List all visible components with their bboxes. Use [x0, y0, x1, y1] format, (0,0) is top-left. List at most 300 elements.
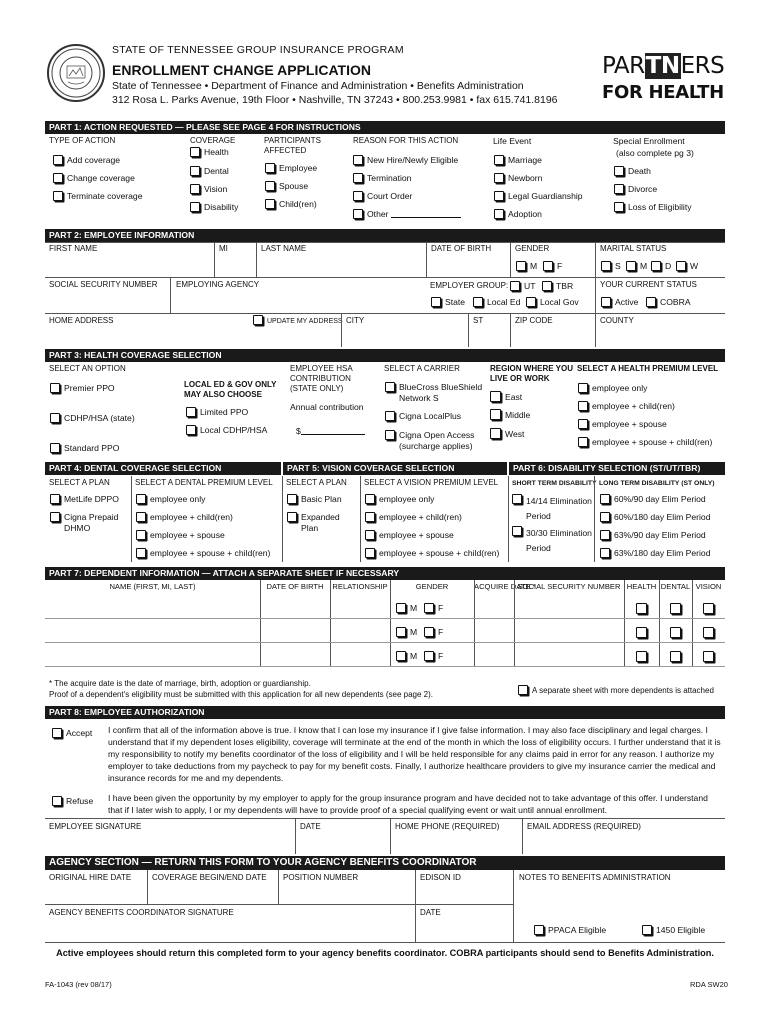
- vision-family-checkbox[interactable]: [365, 548, 375, 558]
- court-order-checkbox[interactable]: [353, 191, 363, 201]
- carrier-label: SELECT A CARRIER: [384, 364, 460, 373]
- refuse-option[interactable]: [52, 796, 93, 807]
- table-divider: [659, 580, 660, 666]
- separate-sheet-option[interactable]: [518, 685, 714, 696]
- add-coverage-checkbox[interactable]: [53, 155, 63, 165]
- state-seal-logo: [47, 44, 105, 102]
- gender-f-checkbox[interactable]: [543, 261, 553, 271]
- dental-label: Dental: [204, 166, 229, 176]
- region-east-option[interactable]: [490, 391, 522, 403]
- add-coverage-label: Add coverage: [67, 155, 121, 165]
- east-label: East: [505, 392, 523, 402]
- children-checkbox[interactable]: [265, 199, 275, 209]
- carrier-bcbs-option[interactable]: [385, 382, 491, 404]
- dental-level-child-option[interactable]: [136, 512, 233, 523]
- basic-plan-checkbox[interactable]: [287, 494, 297, 504]
- email-label: EMAIL ADDRESS (REQUIRED): [527, 822, 641, 831]
- status-cobra-label: COBRA: [660, 297, 691, 307]
- new-hire-checkbox[interactable]: [353, 155, 363, 165]
- accept-checkbox[interactable]: [52, 728, 62, 738]
- marital-status-label: MARITAL STATUS: [600, 244, 667, 253]
- dep-gender-col-header: GENDER: [415, 582, 449, 591]
- program-name: STATE OF TENNESSEE GROUP INSURANCE PROGRAM: [112, 44, 404, 56]
- select-option-label: SELECT AN OPTION: [49, 364, 126, 373]
- termination-label: Termination: [367, 173, 412, 183]
- group-local-gov-checkbox[interactable]: [526, 297, 536, 307]
- ppaca-checkbox[interactable]: [534, 925, 544, 935]
- proof-footnote: Proof of a dependent's eligibility must be submitted with this application for all new dependents (see page 2).: [49, 690, 433, 699]
- dep-health-checkbox[interactable]: [636, 603, 647, 614]
- status-cobra-checkbox[interactable]: [646, 297, 656, 307]
- ltd-60-180-option[interactable]: [600, 512, 711, 523]
- group-ut-checkbox[interactable]: [510, 281, 520, 291]
- dep-gender-f-checkbox[interactable]: [424, 651, 434, 661]
- marital-s-checkbox[interactable]: [601, 261, 611, 271]
- dep-gender-m-checkbox[interactable]: [396, 603, 406, 613]
- refuse-statement: I have been given the opportunity by my employer to apply for the group insurance program and have decided not to take advantage of this offer. I understand that if I later wish to apply, I or my dependents will have to provide proof of a special qualifying event or wait until annual enrollment.: [108, 793, 708, 815]
- dental-family-label: employee + spouse + child(ren): [150, 548, 271, 558]
- group-state-option[interactable]: [431, 297, 465, 308]
- special-death-option[interactable]: [614, 166, 651, 177]
- metlife-checkbox[interactable]: [50, 494, 60, 504]
- status-active-option[interactable]: [601, 297, 638, 308]
- dep-name-col-header: NAME (FIRST, MI, LAST): [109, 582, 196, 591]
- life-guardianship-option[interactable]: [494, 191, 583, 202]
- bcbs-checkbox[interactable]: [385, 382, 395, 392]
- hsa-amount-field[interactable]: [296, 426, 365, 436]
- health-spouse-label: employee + spouse: [592, 419, 667, 429]
- group-ut-option[interactable]: [510, 281, 535, 292]
- county-label: COUNTY: [600, 316, 634, 325]
- eligible-1450-option[interactable]: [642, 925, 705, 936]
- health-checkbox[interactable]: [190, 147, 200, 157]
- spouse-label: Spouse: [279, 181, 309, 191]
- dep-gender-f-option[interactable]: [424, 651, 443, 662]
- marital-m-checkbox[interactable]: [626, 261, 636, 271]
- dep-gender-f-option[interactable]: [424, 627, 443, 638]
- marital-d-option[interactable]: [651, 261, 671, 272]
- separate-sheet-checkbox[interactable]: [518, 685, 528, 695]
- change-coverage-option[interactable]: [53, 173, 135, 184]
- vision-family-label: employee + spouse + child(ren): [379, 548, 500, 558]
- basic-plan-label: Basic Plan: [301, 494, 342, 504]
- life-newborn-option[interactable]: [494, 173, 542, 184]
- dep-acquire-col-header: ACQUIRE DATE *: [474, 582, 536, 591]
- city-label: CITY: [346, 316, 365, 325]
- middle-label: Middle: [505, 410, 531, 420]
- new-hire-label: New Hire/Newly Eligible: [367, 155, 459, 165]
- dep-gender-m-label: M: [410, 627, 418, 637]
- dep-gender-m-checkbox[interactable]: [396, 651, 406, 661]
- cigna-localplus-label: Cigna LocalPlus: [399, 411, 462, 421]
- group-local-ed-checkbox[interactable]: [473, 297, 483, 307]
- part5-header: PART 5: VISION COVERAGE SELECTION: [283, 462, 507, 475]
- dep-health-checkbox[interactable]: [636, 627, 647, 638]
- participant-employee-option[interactable]: [265, 163, 317, 174]
- last-name-label: LAST NAME: [261, 244, 307, 253]
- coverage-dates-label: COVERAGE BEGIN/END DATE: [152, 873, 267, 882]
- dep-vision-checkbox[interactable]: [703, 651, 714, 662]
- form-title: ENROLLMENT CHANGE APPLICATION: [112, 62, 371, 78]
- first-name-label: FIRST NAME: [49, 244, 98, 253]
- dental-level-spouse-option[interactable]: [136, 530, 225, 541]
- disability-label: Disability: [204, 202, 239, 212]
- loss-eligibility-checkbox[interactable]: [614, 202, 624, 212]
- vision-spouse-checkbox[interactable]: [365, 530, 375, 540]
- special-enrollment-label: Special Enrollment: [613, 136, 685, 146]
- gender-m-option[interactable]: [516, 261, 537, 272]
- premier-ppo-checkbox[interactable]: [50, 383, 60, 393]
- terminate-coverage-option[interactable]: [53, 191, 142, 202]
- update-address-label: UPDATE MY ADDRESS: [267, 318, 343, 325]
- std-30-option[interactable]: [512, 526, 592, 556]
- eligible-1450-label: 1450 Eligible: [656, 925, 706, 935]
- employing-agency-label: EMPLOYING AGENCY: [176, 280, 260, 289]
- marital-s-option[interactable]: [601, 261, 621, 272]
- coverage-label: COVERAGE: [190, 136, 236, 145]
- life-adoption-option[interactable]: [494, 209, 542, 220]
- health-child-checkbox[interactable]: [578, 401, 588, 411]
- dep-gender-m-label: M: [410, 603, 418, 613]
- dep-gender-f-checkbox[interactable]: [424, 627, 434, 637]
- accept-option[interactable]: [52, 728, 92, 739]
- dep-gender-m-option[interactable]: [396, 651, 417, 662]
- life-marriage-option[interactable]: [494, 155, 542, 166]
- dep-gender-m-option[interactable]: [396, 627, 417, 638]
- court-order-label: Court Order: [367, 191, 413, 201]
- vision-level-emp-option[interactable]: [365, 494, 434, 505]
- group-state-checkbox[interactable]: [431, 297, 441, 307]
- reason-court-order-option[interactable]: [353, 191, 412, 202]
- marital-w-label: W: [690, 261, 699, 271]
- termination-checkbox[interactable]: [353, 173, 363, 183]
- form-code: RDA SW20: [690, 980, 728, 989]
- vision-emp-checkbox[interactable]: [365, 494, 375, 504]
- adoption-label: Adoption: [508, 209, 542, 219]
- ppaca-option[interactable]: [534, 925, 606, 936]
- terminate-coverage-checkbox[interactable]: [53, 191, 63, 201]
- dental-emp-label: employee only: [150, 494, 206, 504]
- std-14-checkbox[interactable]: [512, 494, 522, 504]
- cigna-oa-label: Cigna Open Access (surcharge applies): [399, 430, 475, 451]
- table-divider: [330, 580, 331, 666]
- cigna-oa-checkbox[interactable]: [385, 430, 395, 440]
- newborn-checkbox[interactable]: [494, 173, 504, 183]
- other-label: Other: [367, 209, 389, 219]
- vision-label: Vision: [204, 184, 228, 194]
- employee-checkbox[interactable]: [265, 163, 275, 173]
- employer-group-label: EMPLOYER GROUP:: [430, 281, 509, 290]
- short-term-label: SHORT TERM DISABILITY: [512, 480, 597, 487]
- table-row-line: [45, 618, 725, 619]
- table-divider: [260, 580, 261, 666]
- terminate-coverage-label: Terminate coverage: [67, 191, 143, 201]
- health-premium-label: SELECT A HEALTH PREMIUM LEVEL: [577, 364, 719, 373]
- region-label: REGION WHERE YOU LIVE OR WORK: [490, 364, 573, 383]
- dental-level-family-option[interactable]: [136, 548, 270, 559]
- east-checkbox[interactable]: [490, 391, 501, 402]
- update-address-checkbox[interactable]: [253, 315, 263, 325]
- marriage-checkbox[interactable]: [494, 155, 504, 165]
- refuse-label: Refuse: [66, 796, 94, 806]
- cigna-dhmo-checkbox[interactable]: [50, 512, 60, 522]
- seal-emblem-icon: [49, 46, 103, 100]
- change-coverage-label: Change coverage: [67, 173, 135, 183]
- group-tbr-label: TBR: [556, 281, 574, 291]
- marital-w-option[interactable]: [676, 261, 698, 272]
- gender-f-label: F: [557, 261, 563, 271]
- participant-children-option[interactable]: [265, 199, 317, 210]
- group-tbr-option[interactable]: [542, 281, 573, 292]
- vision-checkbox[interactable]: [190, 184, 200, 194]
- part1-header: PART 1: ACTION REQUESTED — PLEASE SEE PAGE 4 FOR INSTRUCTIONS: [45, 121, 725, 134]
- group-tbr-checkbox[interactable]: [542, 281, 552, 291]
- dental-premium-label: SELECT A DENTAL PREMIUM LEVEL: [135, 478, 273, 487]
- carrier-cigna-oa-option[interactable]: [385, 430, 491, 452]
- notes-label: NOTES TO BENEFITS ADMINISTRATION: [519, 873, 671, 882]
- dep-gender-f-label: F: [438, 627, 444, 637]
- vision-expanded-option[interactable]: [287, 512, 357, 534]
- form-number: FA-1043 (rev 08/17): [45, 980, 112, 989]
- st-label: ST: [473, 316, 484, 325]
- agency-header: AGENCY SECTION — RETURN THIS FORM TO YOUR AGENCY BENEFITS COORDINATOR: [45, 856, 725, 870]
- vision-level-family-option[interactable]: [365, 548, 499, 559]
- vision-child-label: employee + child(ren): [379, 512, 462, 522]
- reason-termination-option[interactable]: [353, 173, 411, 184]
- limited-ppo-checkbox[interactable]: [186, 407, 196, 417]
- other-reason-field[interactable]: [391, 209, 461, 218]
- table-divider: [692, 580, 693, 666]
- standard-ppo-checkbox[interactable]: [50, 443, 60, 453]
- dep-gender-f-checkbox[interactable]: [424, 603, 434, 613]
- dental-plan-label: SELECT A PLAN: [49, 478, 110, 487]
- participant-spouse-option[interactable]: [265, 181, 308, 192]
- home-phone-label: HOME PHONE (REQUIRED): [395, 822, 500, 831]
- health-level-child-option[interactable]: [578, 401, 675, 412]
- dep-dental-col-header: DENTAL: [660, 582, 691, 591]
- add-coverage-option[interactable]: [53, 155, 120, 166]
- cdhp-state-label: CDHP/HSA (state): [64, 413, 135, 423]
- cigna-localplus-checkbox[interactable]: [385, 411, 395, 421]
- guardianship-checkbox[interactable]: [494, 191, 504, 201]
- dental-family-checkbox[interactable]: [136, 548, 146, 558]
- hire-date-label: ORIGINAL HIRE DATE: [49, 873, 132, 882]
- coverage-vision-option[interactable]: [190, 184, 227, 195]
- signature-date-label: DATE: [300, 822, 321, 831]
- group-local-gov-option[interactable]: [526, 297, 579, 308]
- std-30-checkbox[interactable]: [512, 526, 522, 536]
- dep-gender-m-option[interactable]: [396, 603, 417, 614]
- dental-checkbox[interactable]: [190, 166, 200, 176]
- premier-ppo-option[interactable]: [50, 383, 115, 394]
- status-active-checkbox[interactable]: [601, 297, 611, 307]
- dep-dob-col-header: DATE OF BIRTH: [266, 582, 324, 591]
- dep-health-checkbox[interactable]: [636, 651, 647, 662]
- dep-relationship-col-header: RELATIONSHIP: [332, 582, 388, 591]
- standard-ppo-label: Standard PPO: [64, 443, 120, 453]
- adoption-checkbox[interactable]: [494, 209, 504, 219]
- west-checkbox[interactable]: [490, 428, 501, 439]
- standard-ppo-option[interactable]: [50, 443, 119, 454]
- special-divorce-option[interactable]: [614, 184, 657, 195]
- coordinator-signature-label: AGENCY BENEFITS COORDINATOR SIGNATURE: [49, 908, 234, 917]
- health-level-family-option[interactable]: [578, 437, 712, 448]
- dep-vision-checkbox[interactable]: [703, 603, 714, 614]
- table-divider: [474, 580, 475, 666]
- ltd-60-90-checkbox[interactable]: [600, 494, 610, 504]
- children-label: Child(ren): [279, 199, 317, 209]
- dollar-sign: $: [296, 426, 301, 436]
- ltd-63-90-checkbox[interactable]: [600, 530, 610, 540]
- ltd-60-90-option[interactable]: [600, 494, 706, 505]
- marital-w-checkbox[interactable]: [676, 261, 686, 271]
- reason-new-hire-option[interactable]: [353, 155, 458, 166]
- ltd-63-180-checkbox[interactable]: [600, 548, 610, 558]
- dental-metlife-option[interactable]: [50, 494, 119, 505]
- reason-label: REASON FOR THIS ACTION: [353, 136, 459, 145]
- group-local-ed-option[interactable]: [473, 297, 520, 308]
- participants-label: PARTICIPANTS AFFECTED: [264, 136, 321, 155]
- marital-m-option[interactable]: [626, 261, 647, 272]
- death-checkbox[interactable]: [614, 166, 624, 176]
- dental-emp-checkbox[interactable]: [136, 494, 146, 504]
- west-label: West: [505, 429, 525, 439]
- local-cdhp-checkbox[interactable]: [186, 425, 196, 435]
- disability-checkbox[interactable]: [190, 202, 200, 212]
- ltd-60-90-label: 60%/90 day Elim Period: [614, 494, 706, 504]
- employee-label: Employee: [279, 163, 318, 173]
- ltd-63-180-label: 63%/180 day Elim Period: [614, 548, 711, 558]
- gender-m-checkbox[interactable]: [516, 261, 526, 271]
- dental-child-label: employee + child(ren): [150, 512, 233, 522]
- current-status-label: YOUR CURRENT STATUS: [600, 280, 697, 289]
- newborn-label: Newborn: [508, 173, 543, 183]
- spouse-checkbox[interactable]: [265, 181, 275, 191]
- update-address-option[interactable]: [253, 315, 343, 327]
- coverage-disability-option[interactable]: [190, 202, 238, 213]
- local-cdhp-label: Local CDHP/HSA: [200, 425, 268, 435]
- dep-vision-checkbox[interactable]: [703, 627, 714, 638]
- dep-dental-checkbox[interactable]: [670, 627, 681, 638]
- table-row-line: [45, 666, 725, 667]
- cdhp-state-option[interactable]: [50, 413, 135, 424]
- refuse-checkbox[interactable]: [52, 796, 62, 806]
- position-number-label: POSITION NUMBER: [283, 873, 359, 882]
- divorce-label: Divorce: [628, 184, 658, 194]
- middle-checkbox[interactable]: [490, 409, 501, 420]
- limited-ppo-label: Limited PPO: [200, 407, 249, 417]
- dep-gender-f-label: F: [438, 603, 444, 613]
- cdhp-state-checkbox[interactable]: [50, 413, 60, 423]
- partners-for-health-logo: [602, 53, 724, 79]
- status-cobra-option[interactable]: [646, 297, 691, 308]
- status-active-label: Active: [615, 297, 639, 307]
- vision-level-spouse-option[interactable]: [365, 530, 454, 541]
- gender-label: GENDER: [515, 244, 550, 253]
- special-enrollment-note: (also complete pg 3): [616, 148, 694, 158]
- metlife-label: MetLife DPPO: [64, 494, 119, 504]
- guardianship-label: Legal Guardianship: [508, 191, 583, 201]
- divorce-checkbox[interactable]: [614, 184, 624, 194]
- dental-level-emp-option[interactable]: [136, 494, 205, 505]
- logo-text-par: PAR: [602, 53, 645, 79]
- dental-child-checkbox[interactable]: [136, 512, 146, 522]
- coverage-dental-option[interactable]: [190, 166, 229, 177]
- dental-spouse-checkbox[interactable]: [136, 530, 146, 540]
- dep-gender-m-checkbox[interactable]: [396, 627, 406, 637]
- dental-spouse-label: employee + spouse: [150, 530, 225, 540]
- ltd-60-180-checkbox[interactable]: [600, 512, 610, 522]
- reason-other-option[interactable]: [353, 209, 461, 220]
- other-checkbox[interactable]: [353, 209, 363, 219]
- region-middle-option[interactable]: [490, 409, 530, 421]
- eligible-1450-checkbox[interactable]: [642, 925, 652, 935]
- hsa-contribution-label: EMPLOYEE HSA CONTRIBUTION (STATE ONLY): [290, 364, 353, 393]
- vision-child-checkbox[interactable]: [365, 512, 375, 522]
- part3-header: PART 3: HEALTH COVERAGE SELECTION: [45, 349, 725, 362]
- marital-m-label: M: [640, 261, 648, 271]
- carrier-cigna-localplus-option[interactable]: [385, 411, 461, 422]
- ltd-63-90-option[interactable]: [600, 530, 706, 541]
- dental-cigna-option[interactable]: [50, 512, 128, 534]
- dep-vision-col-header: VISION: [695, 582, 722, 591]
- ltd-60-180-label: 60%/180 day Elim Period: [614, 512, 711, 522]
- marital-d-checkbox[interactable]: [651, 261, 661, 271]
- health-label: Health: [204, 147, 229, 157]
- change-coverage-checkbox[interactable]: [53, 173, 63, 183]
- accept-statement: I confirm that all of the information above is true. I know that I can lose my insurance if I give false information. I may also face disciplinary and legal charges. I understand that if my dependent loses eligibility, coverage will terminate at the end of the month in which the loss of eligibility occurs. I further understand that it is my responsibility to notify my benefits coordinator of the loss of eligibility and I will be held responsible for any claims paid in error for any reason. I authorize my employer to take deductions from my paycheck to pay for my benefit costs. Finally, I authorize healthcare providers to give my insurance carrier the medical and insurance records for me and my dependents.: [108, 725, 721, 783]
- health-level-spouse-option[interactable]: [578, 419, 667, 430]
- expanded-plan-checkbox[interactable]: [287, 512, 297, 522]
- mi-label: MI: [219, 244, 228, 253]
- part7-header: PART 7: DEPENDENT INFORMATION — ATTACH A SEPARATE SHEET IF NECESSARY: [45, 567, 725, 580]
- return-notice: Active employees should return this completed form to your agency benefits coordinator. COBRA participants should send to Benefits Administration.: [56, 948, 714, 958]
- annual-contribution-label: Annual contribution: [290, 402, 364, 412]
- vision-level-child-option[interactable]: [365, 512, 462, 523]
- loss-eligibility-label: Loss of Eligibility: [628, 202, 692, 212]
- health-level-emp-option[interactable]: [578, 383, 647, 394]
- bcbs-label: BlueCross BlueShield Network S: [399, 382, 483, 403]
- coverage-health-option[interactable]: [190, 147, 229, 158]
- special-loss-option[interactable]: [614, 202, 692, 213]
- gender-f-option[interactable]: [543, 261, 562, 272]
- form-subtitle: State of Tennessee • Department of Finance and Administration • Benefits Administration: [112, 80, 524, 92]
- local-cdhp-option[interactable]: [186, 425, 267, 436]
- health-spouse-checkbox[interactable]: [578, 419, 588, 429]
- vision-basic-option[interactable]: [287, 494, 342, 505]
- logo-text-ers: ERS: [680, 53, 725, 79]
- zip-label: ZIP CODE: [515, 316, 553, 325]
- vision-plan-label: SELECT A PLAN: [286, 478, 347, 487]
- part6-header: PART 6: DISABILITY SELECTION (ST/UT/TBR): [509, 462, 725, 475]
- marriage-label: Marriage: [508, 155, 542, 165]
- dep-dental-checkbox[interactable]: [670, 603, 681, 614]
- ltd-63-180-option[interactable]: [600, 548, 711, 559]
- limited-ppo-option[interactable]: [186, 407, 248, 418]
- std-14-label: 14/14 Elimination Period: [526, 496, 592, 521]
- dep-gender-f-option[interactable]: [424, 603, 443, 614]
- health-family-checkbox[interactable]: [578, 437, 588, 447]
- health-emp-checkbox[interactable]: [578, 383, 588, 393]
- dep-dental-checkbox[interactable]: [670, 651, 681, 662]
- dep-health-col-header: HEALTH: [626, 582, 657, 591]
- premier-ppo-label: Premier PPO: [64, 383, 115, 393]
- dep-ssn-col-header: SOCIAL SECURITY NUMBER: [517, 582, 621, 591]
- std-14-option[interactable]: [512, 494, 592, 524]
- region-west-option[interactable]: [490, 428, 524, 440]
- hsa-amount-line[interactable]: [301, 426, 365, 435]
- dep-gender-f-label: F: [438, 651, 444, 661]
